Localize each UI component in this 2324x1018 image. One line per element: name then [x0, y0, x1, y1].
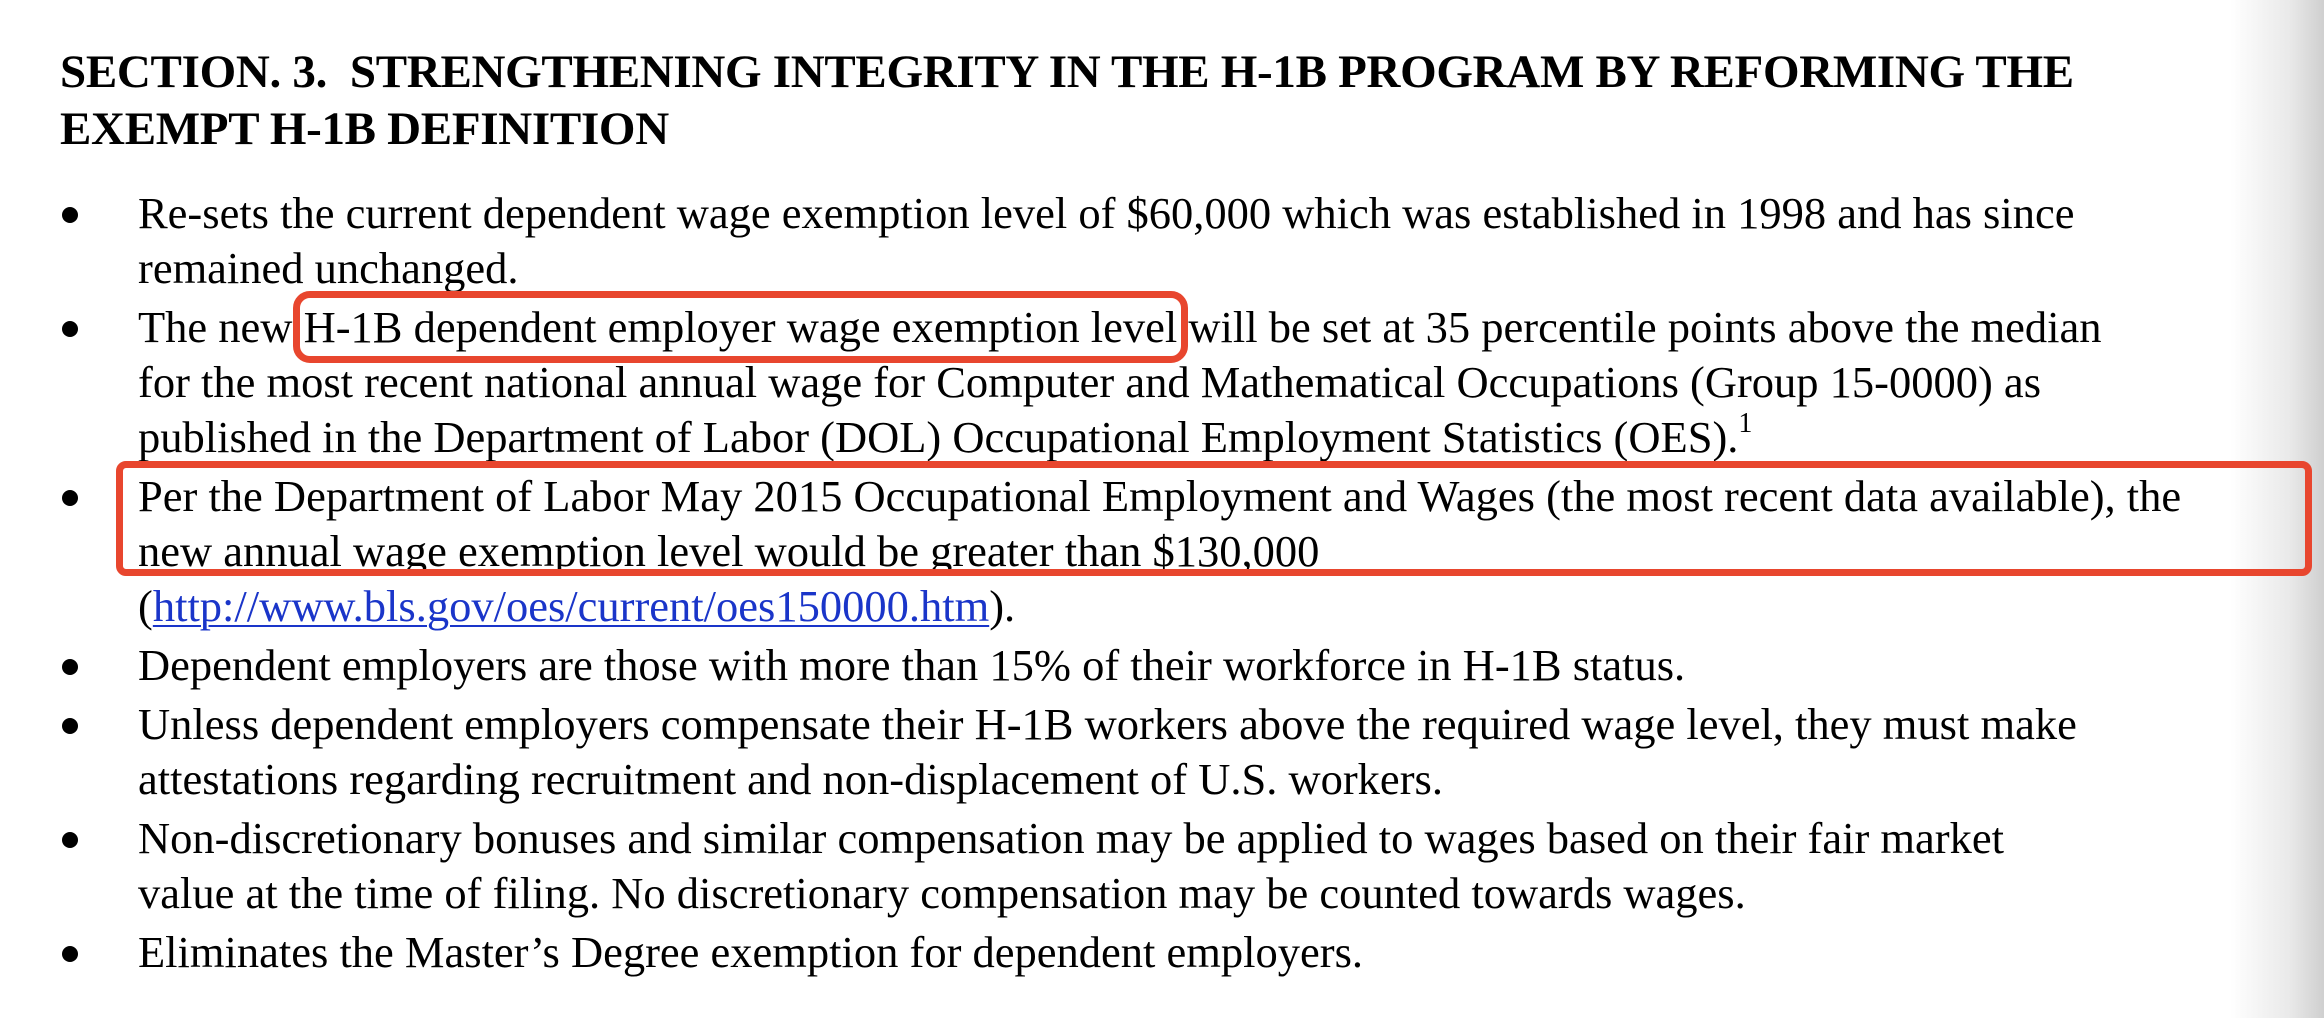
bullet-text-line: attestations regarding recruitment and non-displacement of U.S. workers.: [138, 754, 1443, 804]
bullet-item-attestations: [0, 697, 2324, 807]
bullet-text-line: new annual wage exemption level would be greater than $130,000: [138, 526, 1320, 576]
bullet-dot-icon: [62, 832, 78, 848]
bullet-dot-icon: [62, 718, 78, 734]
bullet-text-line: Unless dependent employers compensate their H-1B workers above the required wage level, they must make: [138, 699, 2077, 749]
bullet-item-dol-data: [0, 469, 2324, 634]
footnote-marker[interactable]: 1: [1738, 408, 1753, 440]
bullet-dot-icon: [62, 490, 78, 506]
bullet-dot-icon: [62, 207, 78, 223]
bullet-text-segment: ).: [989, 581, 1016, 631]
bullet-item-masters-exemption: [0, 925, 2324, 980]
bullet-item-bonuses: [0, 811, 2324, 921]
bullet-text-segment: (: [138, 581, 153, 631]
highlighted-phrase: H-1B dependent employer wage exemption level: [303, 302, 1178, 352]
section-heading-line-2: EXEMPT H-1B DEFINITION: [60, 103, 669, 155]
bullet-list: [0, 186, 2324, 984]
bullet-text-line: Dependent employers are those with more than 15% of their workforce in H-1B status.: [138, 640, 1686, 690]
bullet-item-dependent-definition: [0, 638, 2324, 693]
bullet-text-line: [138, 410, 2314, 465]
bullet-text-segment: The new: [138, 302, 304, 352]
bullet-dot-icon: [62, 659, 78, 675]
bullet-text-line: Eliminates the Master’s Degree exemption for dependent employers.: [138, 927, 1364, 977]
bullet-text-segment: published in the Department of Labor (DOL) Occupational Employment Statistics (OES).: [138, 412, 1739, 462]
bullet-text-line: Re-sets the current dependent wage exemption level of $60,000 which was established in 1998 and has since: [138, 188, 2075, 238]
bullet-text-line: for the most recent national annual wage for Computer and Mathematical Occupations (Group 15-0000) as: [138, 357, 2042, 407]
bullet-text-segment: will be set at 35 percentile points above the median: [1177, 302, 2102, 352]
bullet-text-line: remained unchanged.: [138, 243, 519, 293]
bullet-dot-icon: [62, 946, 78, 962]
bls-oes-link[interactable]: http://www.bls.gov/oes/current/oes150000.htm: [152, 581, 990, 631]
bullet-item-reset-wage: [0, 186, 2324, 296]
bullet-text-line: [138, 300, 2314, 355]
bullet-text-line: Non-discretionary bonuses and similar compensation may be applied to wages based on their fair market: [138, 813, 2004, 863]
section-heading-line-1: SECTION. 3. STRENGTHENING INTEGRITY IN THE H-1B PROGRAM BY REFORMING THE: [60, 46, 2074, 98]
bullet-text-line: value at the time of filing. No discretionary compensation may be counted towards wages.: [138, 868, 1746, 918]
bullet-text-line: [138, 579, 2314, 634]
bullet-text-line: Per the Department of Labor May 2015 Occupational Employment and Wages (the most recent data available), the: [138, 471, 2182, 521]
section-heading: [60, 44, 2300, 158]
bullet-dot-icon: [62, 321, 78, 337]
bullet-item-new-level: [0, 300, 2324, 465]
